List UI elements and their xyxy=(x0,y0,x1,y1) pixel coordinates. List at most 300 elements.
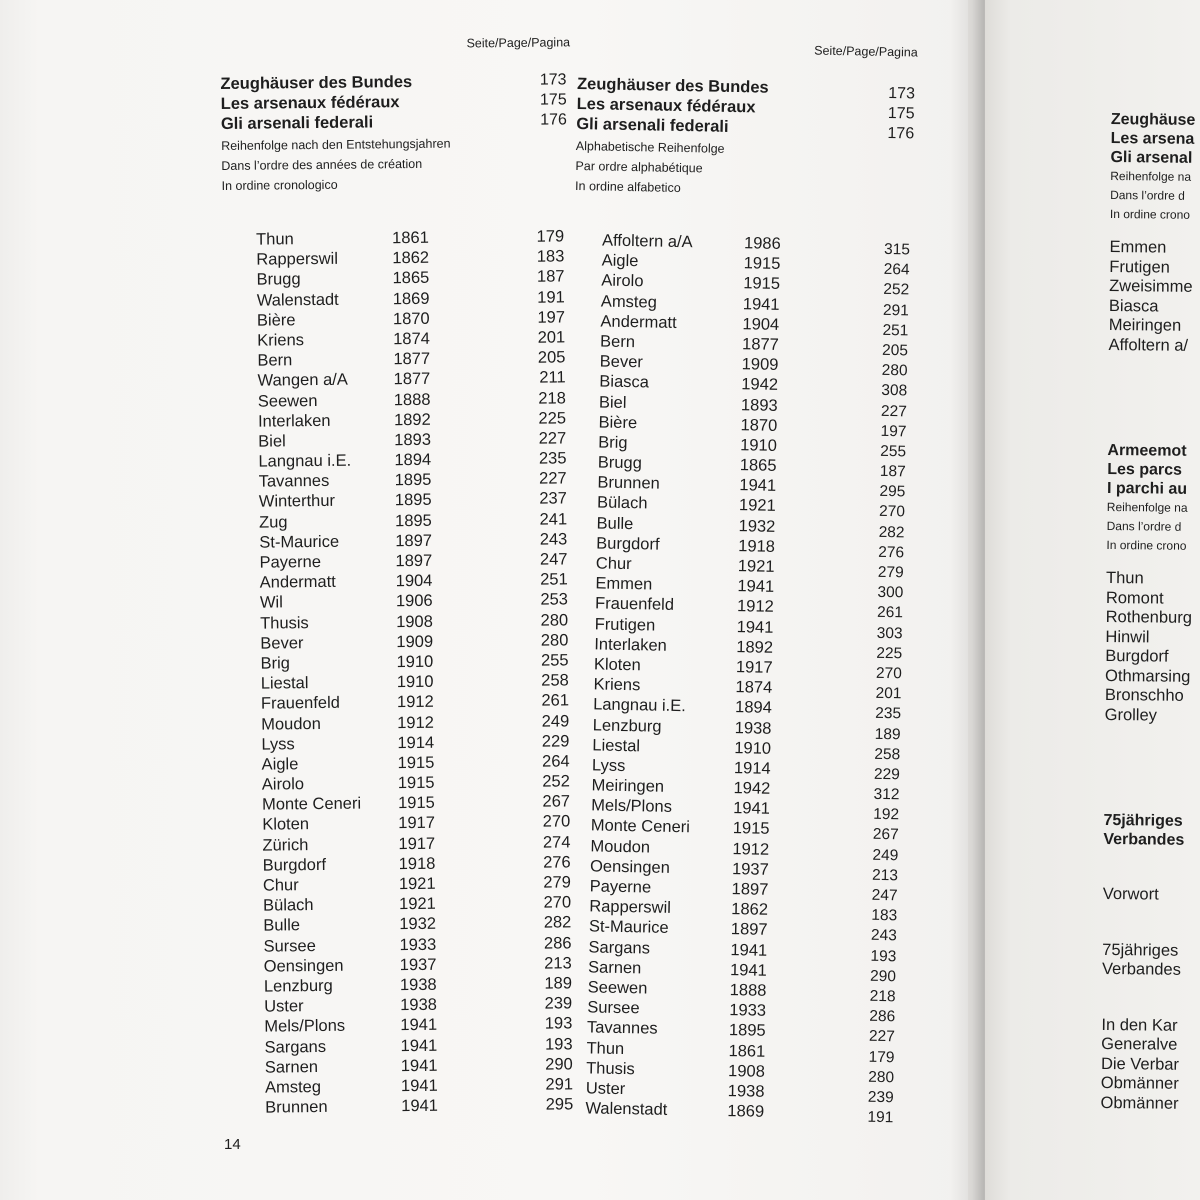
heading-block xyxy=(576,74,917,143)
list-item: Romont xyxy=(1105,588,1164,608)
arsenal-name: Tavannes xyxy=(258,472,330,491)
arsenal-name: Moudon xyxy=(590,837,651,857)
founding-year: 1917 xyxy=(398,814,436,833)
founding-year: 1942 xyxy=(733,779,771,798)
page-ref: 270 xyxy=(542,812,571,832)
page-ref: 229 xyxy=(873,765,901,784)
heading-title: Les arsenaux fédéraux xyxy=(576,94,756,117)
founding-year: 1861 xyxy=(392,228,429,248)
heading-page: 176 xyxy=(540,111,567,129)
founding-year: 1932 xyxy=(399,915,437,934)
founding-year: 1869 xyxy=(392,289,430,308)
page-ref: 193 xyxy=(544,1034,573,1054)
list-item: Zweisimme xyxy=(1109,276,1193,296)
arsenal-name: Zürich xyxy=(262,835,309,855)
section-heading: Les parcs xyxy=(1107,460,1183,479)
arsenal-name: Bern xyxy=(599,332,636,352)
founding-year: 1933 xyxy=(399,935,437,954)
page-ref: 191 xyxy=(867,1108,894,1127)
arsenal-name: Langnau i.E. xyxy=(258,451,352,471)
arsenal-name: Thun xyxy=(586,1038,625,1058)
list-item: Vorwort xyxy=(1102,884,1159,904)
founding-year: 1897 xyxy=(731,880,769,899)
page-ref: 193 xyxy=(870,947,897,965)
founding-year: 1941 xyxy=(733,799,771,819)
list-item: Rothenburg xyxy=(1105,607,1193,627)
arsenal-name: Oensingen xyxy=(589,857,671,877)
founding-year: 1862 xyxy=(392,249,430,268)
arsenal-name: Biel xyxy=(598,392,627,412)
arsenal-name: Mels/Plons xyxy=(264,1017,346,1036)
section-heading: Verbandes xyxy=(1103,830,1185,849)
arsenal-name: Frutigen xyxy=(594,614,656,635)
heading-title: Zeughäuser des Bundes xyxy=(576,74,769,97)
founding-year: 1910 xyxy=(396,672,434,692)
page-ref: 211 xyxy=(539,368,566,387)
arsenal-name: Bern xyxy=(257,351,293,370)
page-ref: 291 xyxy=(545,1075,574,1094)
founding-year: 1941 xyxy=(736,617,774,637)
page-ref: 229 xyxy=(541,732,570,751)
arsenal-name: Aigle xyxy=(601,251,639,271)
order-subtitle: Reihenfolge nach den Entstehungsjahren xyxy=(221,136,451,153)
founding-year: 1909 xyxy=(741,355,779,375)
page-ref: 290 xyxy=(545,1055,573,1074)
arsenal-name: Zug xyxy=(258,512,288,532)
order-subtitle: Dans l’ordre des années de création xyxy=(221,156,423,173)
page-ref: 218 xyxy=(538,388,566,408)
page-ref: 243 xyxy=(539,530,568,549)
page-ref: 312 xyxy=(873,785,900,804)
arsenal-name: Lyss xyxy=(591,756,626,775)
arsenal-name: Bülach xyxy=(596,493,648,513)
page-label: Seite/Page/Pagina xyxy=(814,43,918,60)
founding-year: 1904 xyxy=(742,314,780,334)
founding-year: 1912 xyxy=(396,693,434,712)
founding-year: 1893 xyxy=(740,395,778,415)
arsenal-name: Sursee xyxy=(587,998,640,1018)
page-number: 14 xyxy=(224,1136,241,1153)
page-ref: 270 xyxy=(875,664,902,683)
page-ref: 197 xyxy=(537,308,566,327)
founding-year: 1894 xyxy=(734,698,773,718)
arsenal-name: Biel xyxy=(258,432,286,451)
page-ref: 218 xyxy=(869,987,896,1006)
founding-year: 1937 xyxy=(731,859,769,879)
founding-year: 1915 xyxy=(743,274,781,294)
founding-year: 1941 xyxy=(400,1016,438,1035)
section-heading: Gli arsenal xyxy=(1110,148,1193,167)
heading-title: Les arsenaux fédéraux xyxy=(220,93,400,113)
arsenal-name: St-Maurice xyxy=(259,532,340,552)
page-ref: 270 xyxy=(878,503,906,521)
list-item: Othmarsing xyxy=(1104,666,1191,686)
founding-year: 1912 xyxy=(736,597,774,617)
page-ref: 280 xyxy=(540,631,569,650)
page-ref: 252 xyxy=(883,281,910,299)
page-ref: 276 xyxy=(878,543,905,562)
list-item: Obmänner xyxy=(1100,1073,1179,1093)
page-ref: 239 xyxy=(867,1088,894,1107)
arsenal-name: Burgdorf xyxy=(262,855,327,875)
founding-year: 1915 xyxy=(397,773,435,793)
founding-year: 1910 xyxy=(740,436,778,455)
page-ref: 201 xyxy=(875,684,902,703)
founding-year: 1892 xyxy=(393,410,431,429)
arsenal-name: Interlaken xyxy=(257,411,331,431)
arsenal-name: Amsteg xyxy=(600,292,658,312)
page-ref: 213 xyxy=(871,866,899,885)
arsenal-name: Rapperswil xyxy=(589,897,672,918)
page-ref: 290 xyxy=(869,967,897,986)
founding-year: 1874 xyxy=(735,678,773,697)
page-ref: 261 xyxy=(876,604,904,622)
page-ref: 247 xyxy=(539,550,568,569)
arsenal-name: Bülach xyxy=(263,896,314,915)
arsenal-name: Wangen a/A xyxy=(257,370,348,390)
arsenal-name: Frauenfeld xyxy=(594,594,675,615)
arsenal-name: Bière xyxy=(256,310,296,330)
founding-year: 1941 xyxy=(742,294,780,314)
list-item: 75jähriges xyxy=(1102,940,1179,960)
arsenal-name: Brugg xyxy=(597,453,643,473)
page-ref: 241 xyxy=(539,510,568,529)
founding-year: 1941 xyxy=(400,1036,438,1055)
founding-year: 1941 xyxy=(729,960,767,980)
founding-year: 1895 xyxy=(394,471,432,490)
list-item: Affoltern a/ xyxy=(1108,335,1189,355)
page-ref: 201 xyxy=(537,328,566,347)
list-item: Hinwil xyxy=(1105,627,1150,646)
page-ref: 258 xyxy=(874,745,901,764)
order-subtitle: Par ordre alphabétique xyxy=(575,158,703,176)
page-ref: 279 xyxy=(543,873,571,892)
founding-year: 1921 xyxy=(399,894,436,914)
page-ref: 255 xyxy=(540,651,569,670)
founding-year: 1915 xyxy=(743,254,781,274)
arsenal-name: Kloten xyxy=(262,815,310,835)
founding-year: 1912 xyxy=(732,839,770,859)
page-ref: 276 xyxy=(543,853,571,872)
founding-year: 1941 xyxy=(401,1096,439,1116)
page-ref: 282 xyxy=(878,523,905,541)
page-ref: 235 xyxy=(875,705,902,723)
heading-title: Zeughäuser des Bundes xyxy=(220,72,413,93)
arsenal-name: Uster xyxy=(264,997,304,1016)
alphabetical-column xyxy=(557,36,918,1125)
page-ref: 280 xyxy=(540,610,569,630)
arsenal-name: Bulle xyxy=(596,514,634,533)
founding-year: 1942 xyxy=(741,375,779,395)
arsenal-name: Emmen xyxy=(595,574,653,594)
page-ref: 205 xyxy=(881,341,909,360)
page-ref: 280 xyxy=(881,362,908,380)
arsenal-name: Walenstadt xyxy=(585,1099,668,1119)
arsenal-name: Moudon xyxy=(261,714,321,734)
arsenal-name: Langnau i.E. xyxy=(592,695,686,716)
arsenal-name: Brig xyxy=(260,654,291,673)
founding-year: 1933 xyxy=(729,1001,767,1020)
founding-year: 1869 xyxy=(727,1102,765,1121)
arsenal-name: Brugg xyxy=(256,270,301,290)
page-ref: 251 xyxy=(540,570,568,589)
arsenal-name: Rapperswil xyxy=(256,249,339,269)
page-ref: 189 xyxy=(874,725,901,743)
section-subtitle: Dans l’ordre d xyxy=(1106,518,1182,534)
page-ref: 191 xyxy=(537,287,565,307)
founding-year: 1865 xyxy=(739,456,777,475)
page-ref: 205 xyxy=(537,348,566,367)
page-ref: 249 xyxy=(541,711,570,731)
founding-year: 1892 xyxy=(736,637,774,657)
founding-year: 1941 xyxy=(737,577,775,597)
founding-year: 1921 xyxy=(737,557,775,576)
arsenal-name: Airolo xyxy=(601,271,644,291)
heading-page: 173 xyxy=(539,71,567,89)
arsenal-name: Bever xyxy=(260,633,304,653)
founding-year: 1915 xyxy=(397,794,435,813)
list-item: Frutigen xyxy=(1109,257,1170,277)
page-ref: 267 xyxy=(542,792,571,811)
arsenal-name: Andermatt xyxy=(600,312,677,332)
arsenal-name: Kriens xyxy=(257,331,305,350)
founding-year: 1895 xyxy=(728,1021,766,1041)
arsenal-name: Thusis xyxy=(260,613,309,633)
page-ref: 267 xyxy=(872,826,899,844)
list-item: Obmänner xyxy=(1100,1093,1179,1113)
founding-year: 1888 xyxy=(729,981,767,1000)
page-ref: 227 xyxy=(538,429,567,448)
founding-year: 1986 xyxy=(743,234,781,253)
section-heading: Zeughäuse xyxy=(1110,110,1196,129)
page-ref: 315 xyxy=(883,240,911,259)
page-ref: 227 xyxy=(868,1028,896,1046)
arsenal-name: Chur xyxy=(595,554,632,574)
arsenal-name: Bever xyxy=(599,352,644,372)
chronological-column xyxy=(220,32,581,1118)
arsenal-name: Sargans xyxy=(588,937,651,958)
arsenal-name: Brunnen xyxy=(597,473,660,493)
arsenal-name: Liestal xyxy=(592,736,641,756)
section-subtitle: In ordine crono xyxy=(1109,206,1191,222)
founding-year: 1870 xyxy=(392,309,430,328)
page-ref: 252 xyxy=(542,772,570,791)
page-ref: 264 xyxy=(541,752,570,771)
arsenal-name: Kriens xyxy=(593,675,641,695)
page-ref: 192 xyxy=(873,806,900,824)
order-subtitle: In ordine cronologico xyxy=(221,177,338,193)
page-ref: 189 xyxy=(544,974,573,993)
founding-year: 1893 xyxy=(394,430,432,450)
arsenal-name: Lenzburg xyxy=(263,976,333,996)
founding-year: 1921 xyxy=(738,496,776,516)
arsenal-name: Burgdorf xyxy=(596,534,660,554)
page-ref: 213 xyxy=(544,954,572,973)
arsenal-name: Aigle xyxy=(261,755,299,774)
founding-year: 1908 xyxy=(396,612,433,631)
founding-year: 1888 xyxy=(393,390,431,409)
arsenal-name: Winterthur xyxy=(258,492,336,512)
founding-year: 1909 xyxy=(396,632,434,651)
founding-year: 1941 xyxy=(400,1076,438,1096)
page-ref: 193 xyxy=(544,1014,573,1033)
arsenal-name: Interlaken xyxy=(594,635,667,655)
right-page xyxy=(985,0,1200,1200)
page-ref: 253 xyxy=(540,590,569,610)
founding-year: 1910 xyxy=(396,652,434,672)
right-page-content xyxy=(1100,110,1200,1115)
arsenal-name: Meiringen xyxy=(591,776,665,796)
page-ref: 237 xyxy=(539,489,567,509)
heading-line xyxy=(221,110,571,134)
arsenal-name: St-Maurice xyxy=(588,917,669,938)
founding-year: 1906 xyxy=(395,592,433,611)
founding-year: 1874 xyxy=(393,329,430,349)
section-heading: 75jähriges xyxy=(1103,811,1183,830)
page-ref: 264 xyxy=(883,261,910,279)
page-ref: 179 xyxy=(868,1048,895,1066)
founding-year: 1862 xyxy=(731,900,769,919)
arsenal-name: Frauenfeld xyxy=(260,694,340,713)
page-ref: 258 xyxy=(541,671,569,690)
arsenal-name: Liestal xyxy=(260,674,309,693)
arsenal-name: Sursee xyxy=(263,936,316,956)
list-item: Verbandes xyxy=(1101,959,1182,979)
page-ref: 291 xyxy=(882,301,909,319)
arsenal-name: Oensingen xyxy=(263,956,344,976)
order-subtitle: Alphabetische Reihenfolge xyxy=(575,138,725,156)
founding-year: 1937 xyxy=(399,955,437,974)
heading-page: 173 xyxy=(888,84,916,103)
page-ref: 279 xyxy=(877,563,904,582)
arsenal-name: Sargans xyxy=(264,1037,327,1057)
list-item: Biasca xyxy=(1108,296,1159,316)
heading-title: Gli arsenali federali xyxy=(576,114,729,136)
arsenal-name: Uster xyxy=(585,1079,626,1098)
arsenal-name: Thun xyxy=(256,230,294,249)
arsenal-name: Payerne xyxy=(259,552,322,572)
arsenal-name: Kloten xyxy=(593,655,641,675)
founding-year: 1921 xyxy=(398,874,436,894)
page-ref: 227 xyxy=(539,469,567,488)
arsenal-name: Payerne xyxy=(589,877,652,897)
founding-year: 1895 xyxy=(394,491,432,510)
founding-year: 1895 xyxy=(394,511,432,530)
arsenal-name: Sarnen xyxy=(587,958,642,978)
heading-page: 175 xyxy=(887,104,915,123)
list-item: Grolley xyxy=(1104,705,1158,725)
founding-year: 1918 xyxy=(738,536,776,556)
founding-year: 1941 xyxy=(739,476,777,496)
page-ref: 183 xyxy=(536,247,565,266)
founding-year: 1932 xyxy=(738,516,776,536)
founding-year: 1915 xyxy=(732,819,770,839)
page-ref: 187 xyxy=(879,462,906,481)
arsenal-name: Airolo xyxy=(261,775,305,794)
page-ref: 280 xyxy=(868,1068,895,1086)
list-item: Emmen xyxy=(1109,237,1167,257)
arsenal-name: Thusis xyxy=(586,1059,635,1078)
arsenal-name: Lyss xyxy=(261,734,295,754)
section-subtitle: Dans l’ordre d xyxy=(1110,187,1185,203)
arsenal-name: Sarnen xyxy=(264,1057,319,1077)
page-ref: 251 xyxy=(882,321,909,340)
founding-year: 1894 xyxy=(394,450,432,470)
heading-page: 176 xyxy=(887,124,915,143)
founding-year: 1877 xyxy=(741,335,779,354)
page-ref: 179 xyxy=(536,227,565,246)
page-ref: 300 xyxy=(877,584,904,602)
page-ref: 286 xyxy=(869,1007,896,1026)
arsenal-name: Monte Ceneri xyxy=(590,816,691,837)
heading-title: Gli arsenali federali xyxy=(220,113,374,133)
arsenal-name: Monte Ceneri xyxy=(261,794,362,814)
arsenal-name: Wil xyxy=(259,593,283,612)
founding-year: 1914 xyxy=(733,759,771,778)
arsenal-name: Chur xyxy=(262,876,299,895)
founding-year: 1870 xyxy=(740,415,778,435)
section-heading: I parchi au xyxy=(1106,479,1188,498)
arsenal-name: Brunnen xyxy=(265,1097,328,1117)
founding-year: 1941 xyxy=(730,940,768,960)
page-ref: 270 xyxy=(543,893,572,912)
book-gutter xyxy=(950,0,990,1200)
heading-page: 175 xyxy=(539,91,567,109)
page-ref: 225 xyxy=(538,409,567,428)
arsenal-name: Seewen xyxy=(587,978,648,998)
founding-year: 1904 xyxy=(395,571,433,591)
arsenal-name: Mels/Plons xyxy=(591,796,673,817)
page-ref: 239 xyxy=(544,994,573,1013)
founding-year: 1865 xyxy=(392,269,430,288)
arsenal-name: Walenstadt xyxy=(256,290,339,310)
section-subtitle: In ordine crono xyxy=(1106,537,1187,553)
page-ref: 183 xyxy=(871,906,898,925)
page-ref: 295 xyxy=(879,483,906,501)
heading-block xyxy=(220,70,571,136)
arsenal-name: Andermatt xyxy=(259,573,336,592)
founding-year: 1910 xyxy=(734,738,772,758)
section-heading: Armeemot xyxy=(1107,441,1187,460)
page-ref: 255 xyxy=(880,442,907,461)
order-subtitle: In ordine alfabetico xyxy=(574,178,681,195)
page-ref: 249 xyxy=(872,846,899,864)
arsenal-name: Affoltern a/A xyxy=(601,231,693,252)
founding-year: 1918 xyxy=(398,854,436,873)
page-ref: 274 xyxy=(542,832,571,852)
founding-year: 1877 xyxy=(393,349,431,369)
list-item: Die Verbar xyxy=(1100,1054,1180,1074)
list-item: Burgdorf xyxy=(1105,646,1169,666)
arsenal-name: Tavannes xyxy=(586,1018,658,1039)
page-ref: 286 xyxy=(543,933,572,953)
page-ref: 187 xyxy=(536,267,565,287)
arsenal-name: Lenzburg xyxy=(592,715,662,736)
section-subtitle: Reihenfolge na xyxy=(1110,168,1192,184)
page-ref: 282 xyxy=(543,913,572,933)
page-ref: 261 xyxy=(541,691,570,710)
founding-year: 1941 xyxy=(400,1056,438,1075)
table-row xyxy=(231,1094,581,1118)
page-ref: 243 xyxy=(870,927,897,945)
page-ref: 197 xyxy=(880,422,907,441)
arsenal-name: Amsteg xyxy=(264,1077,322,1097)
page-ref: 247 xyxy=(871,886,898,905)
founding-year: 1917 xyxy=(735,658,773,677)
list-item: Meiringen xyxy=(1108,315,1182,335)
arsenal-name: Seewen xyxy=(257,391,318,411)
founding-year: 1914 xyxy=(397,733,435,752)
